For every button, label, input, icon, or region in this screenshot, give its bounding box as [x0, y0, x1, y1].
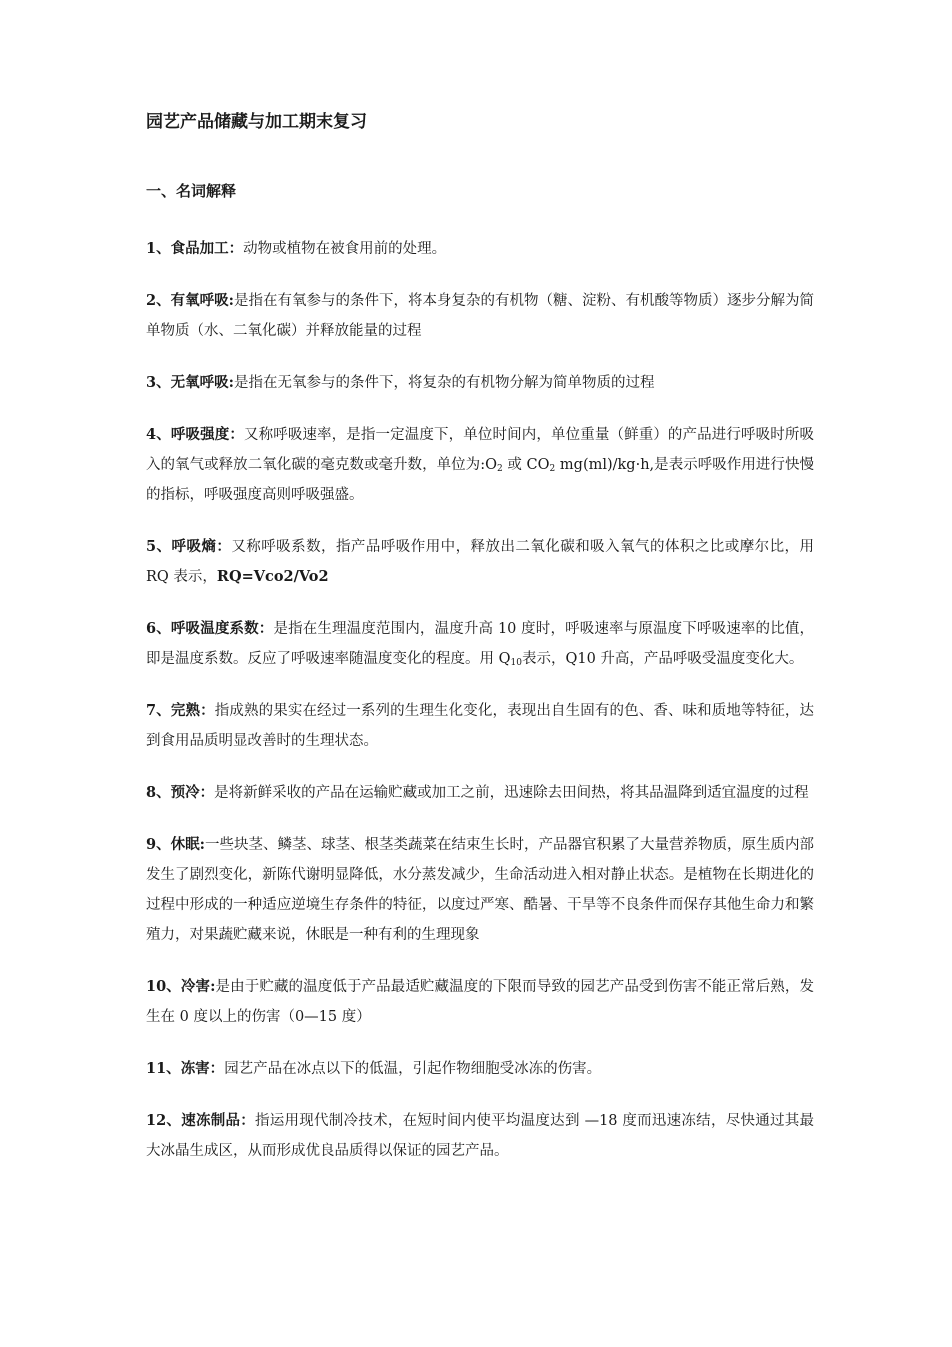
entry-term: 冻害：: [180, 1060, 225, 1077]
entry-number: 5、: [146, 538, 172, 555]
subscript: 2: [549, 464, 556, 474]
entry-12: [146, 1106, 814, 1166]
entry-3: [146, 368, 814, 398]
entry-number: 6、: [146, 620, 171, 637]
entry-text: 又称呼吸速率，是指一定温度下，单位时间内，单位重量（鲜重）的产品进行呼吸时所吸入的氧气或释放二氧化碳的毫克数或毫升数，单位为:O: [146, 427, 815, 473]
entry-term: 无氧呼吸:: [170, 374, 234, 391]
subscript: 10: [510, 658, 522, 668]
entry-term: 预冷：: [170, 784, 215, 801]
entry-term: 完熟：: [170, 702, 215, 719]
entry-text: 指运用现代制冷技术，在短时间内使平均温度达到 —18 度而迅速冻结，尽快通过其最大冰晶生成区，从而形成优良品质得以保证的园艺产品。: [146, 1113, 814, 1159]
section-heading: 一、名词解释: [146, 182, 237, 200]
entry-number: 1、: [146, 240, 171, 257]
entry-number: 7、: [146, 702, 171, 719]
entry-number: 12、: [146, 1112, 182, 1129]
document-page: [146, 108, 814, 1188]
entry-number: 8、: [146, 784, 171, 801]
entry-term: 呼吸温度系数：: [170, 620, 274, 637]
entry-number: 11、: [146, 1060, 181, 1077]
entry-9: [146, 830, 814, 950]
entry-text: 指成熟的果实在经过一系列的生理生化变化，表现出自生固有的色、香、味和质地等特征，达到食用品质明显改善时的生理状态。: [146, 703, 815, 749]
subscript: 2: [497, 464, 503, 474]
entry-term: 呼吸强度：: [170, 426, 244, 443]
entry-number: 2、: [146, 292, 171, 309]
formula: RQ=Vco2/Vo2: [216, 568, 329, 585]
entry-8: [146, 778, 814, 808]
entry-term: 有氧呼吸:: [170, 292, 234, 309]
entry-text: mg(ml)/kg·h,是表示呼吸作用进行快慢的指标，呼吸强度高则呼吸强盛。: [146, 457, 814, 503]
entry-text: 是由于贮藏的温度低于产品最适贮藏温度的下限而导致的园艺产品受到伤害不能正常后熟，发生在 0 度以上的伤害（0—15 度）: [146, 979, 815, 1025]
entry-term: 呼吸熵：: [171, 538, 232, 555]
entry-text: 是指在无氧参与的条件下，将复杂的有机物分解为简单物质的过程: [233, 375, 655, 391]
document-title: 园艺产品储藏与加工期末复习: [146, 112, 367, 132]
entry-text: 是指在生理温度范围内，温度升高 10 度时，呼吸速率与原温度下呼吸速率的比值，即是温度系数。反应了呼吸速率随温度变化的程度。用 Q: [146, 621, 814, 667]
entry-term: 休眠:: [170, 836, 205, 853]
entry-number: 3、: [146, 374, 171, 391]
entry-term: 速冻制品：: [181, 1112, 255, 1129]
entry-text: 是将新鲜采收的产品在运输贮藏或加工之前，迅速除去田间热，将其品温降到适宜温度的过程: [214, 785, 809, 801]
entry-text: 一些块茎、鳞茎、球茎、根茎类蔬菜在结束生长时，产品器官积累了大量营养物质，原生质内部发生了剧烈变化，新陈代谢明显降低，水分蒸发减少，生命活动进入相对静止状态。是植物在长期进化的过程中形成的一种适应逆境生存条件的特征，以度过严寒、酷暑、干旱等不良条件而保存其他生命力和繁殖力，对果蔬贮藏来说，休眠是一种有利的生理现象: [146, 837, 814, 943]
entry-term: 食品加工：: [170, 240, 244, 257]
entry-2: [146, 286, 814, 346]
entry-text: 或 CO: [502, 457, 550, 473]
entry-text: 动物或植物在被食用前的处理。: [243, 241, 447, 257]
entry-7: [146, 696, 814, 756]
entry-10: [146, 972, 814, 1032]
entry-text: 又称呼吸系数，指产品呼吸作用中，释放出二氧化碳和吸入氧气的体积之比或摩尔比，用 RQ 表示，: [146, 539, 815, 585]
entry-5: [146, 532, 814, 592]
entry-6: [146, 614, 814, 674]
entry-11: [146, 1054, 814, 1084]
entry-number: 10、: [146, 978, 181, 995]
entry-number: 4、: [146, 426, 171, 443]
entry-text: 表示，Q10 升高，产品呼吸受温度变化大。: [521, 651, 804, 667]
entry-text: 是指在有氧参与的条件下，将本身复杂的有机物（糖、淀粉、有机酸等物质）逐步分解为简单物质（水、二氧化碳）并释放能量的过程: [146, 293, 814, 339]
entry-number: 9、: [146, 836, 171, 853]
entry-term: 冷害:: [180, 978, 216, 995]
entry-text: 园艺产品在冰点以下的低温，引起作物细胞受冰冻的伤害。: [224, 1061, 602, 1077]
entry-4: [146, 420, 814, 510]
entry-1: [146, 234, 814, 264]
